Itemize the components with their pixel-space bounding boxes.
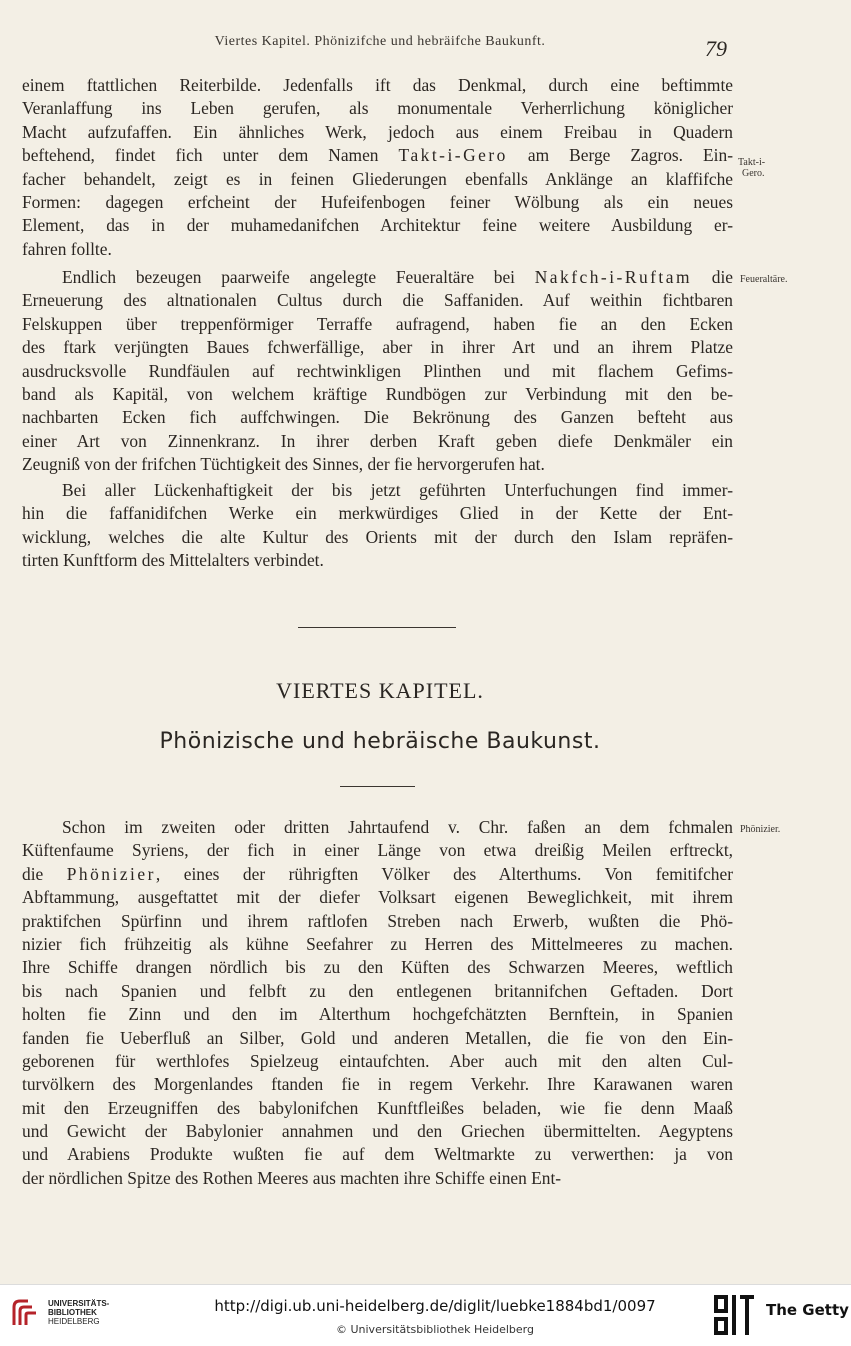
margin-note-feueraltaere: Feueraltäre. xyxy=(740,274,788,285)
text-line: Schon im zweiten oder dritten Jahrtaufend v. Chr. faßen an dem fchmalen xyxy=(62,817,733,837)
text-line: geborenen für werthlofes Spielzeug eintaufchten. Aber auch mit den alten Cul- xyxy=(22,1050,733,1071)
margin-note-takt-i-gero: Takt-i- Gero. xyxy=(738,157,766,179)
margin-note-phoenizier: Phönizier. xyxy=(740,824,781,835)
text-line: Formen: dagegen erfcheint der Hufeifenbogen feiner Wölbung als ein neues xyxy=(22,191,733,212)
getty-logo-icon xyxy=(712,1293,756,1337)
getty-partner-label: The Getty xyxy=(766,1301,849,1319)
text-line: hin die faffanidifchen Werke ein merkwürdiges Glied in der Kette der Ent- xyxy=(22,503,733,524)
text-line: Endlich bezeugen paarweife angelegte Feueraltäre bei Nakfch-i-Ruftam die xyxy=(62,267,733,287)
text-line: Macht aufzufaffen. Ein ähnliches Werk, jedoch aus einem Freibau in Quadern xyxy=(22,121,733,142)
text-line: fanden fie Ueberfluß an Silber, Gold und anderen Metallen, die fie von den Ein- xyxy=(22,1027,733,1048)
text-line: Veranlaffung ins Leben gerufen, als monumentale Verherrlichung königlicher xyxy=(22,98,733,119)
text-line: tirten Kunftform des Mittelalters verbindet. xyxy=(22,550,324,571)
emphasized-term: Nakfch-i-Ruftam xyxy=(534,267,693,287)
section-divider xyxy=(298,627,456,628)
text-line: fahren follte. xyxy=(22,238,112,259)
text-line: bis nach Spanien und felbft zu den entlegenen britannifchen Geftaden. Dort xyxy=(22,980,733,1001)
text-line: praktifchen Spürfinn und ihrem raftlofen Streben nach Erwerb, wußten die Phö- xyxy=(22,910,733,931)
running-head: Viertes Kapitel. Phönizifche und hebräifche Baukunft. xyxy=(214,34,546,49)
text-line: Abftammung, ausgeftattet mit der diefer Volksart eigenen Beweglichkeit, mit ihrem xyxy=(22,887,733,908)
page-number: 79 xyxy=(705,36,727,61)
paragraph-feueraltaere xyxy=(22,266,733,477)
emphasized-term: Phönizier xyxy=(66,863,156,884)
viewer-footer xyxy=(0,1284,851,1346)
text-line: und Gewicht der Babylonier annahmen und den Griechen übermittelten. Aegyptens xyxy=(22,1121,733,1142)
text-line: die Phönizier, eines der rührigften Völker des Alterthums. Von femitifcher xyxy=(22,863,733,884)
text-line: der nördlichen Spitze des Rothen Meeres aus machten ihre Schiffe einen Ent- xyxy=(22,1167,562,1188)
text-line: und Arabiens Produkte wußten fie auf dem Weltmarkte zu verwerthen: ja von xyxy=(22,1144,733,1165)
text-line: Ihre Schiffe drangen nördlich bis zu den Küften des Schwarzen Meeres, weftlich xyxy=(22,957,733,978)
paragraph-phoenizier xyxy=(22,816,733,1190)
text-line: Erneuerung des altnationalen Cultus durch die Saffaniden. Auf weithin fichtbaren xyxy=(22,290,733,311)
title-rule xyxy=(340,786,415,787)
paragraph-takt-i-gero xyxy=(22,74,733,261)
text-line: Felskuppen über treppenförmiger Terraffe aufragend, haben fie an den Ecken xyxy=(22,313,733,334)
copyright-notice: © Universitätsbibliothek Heidelberg xyxy=(335,1323,534,1336)
text-line: beftehend, findet fich unter dem Namen Takt-i-Gero am Berge Zagros. Ein- xyxy=(22,145,733,166)
text-line: einem ftattlichen Reiterbilde. Jedenfalls ift das Denkmal, durch eine beftimmte xyxy=(22,75,733,95)
permalink-link[interactable]: http://digi.ub.uni-heidelberg.de/diglit/luebke1884bd1/0097 xyxy=(214,1297,656,1315)
text-line: mit den Erzeugniffen des babylonifchen Kunftfleißes beladen, wie fie denn Maaß xyxy=(22,1097,733,1118)
paragraph-saffanidische-werke xyxy=(22,479,733,573)
text-line: nizier fich frühzeitig als kühne Seefahrer zu Herren des Mittelmeeres zu machen. xyxy=(22,933,733,954)
text-line: Element, das in der muhamedanifchen Architektur feine weitere Ausbildung er- xyxy=(22,215,733,236)
text-line: ausdrucksvolle Rundfäulen auf rechtwinkligen Plinthen und mit flachem Gefims- xyxy=(22,360,733,381)
text-line: Küftenfaume Syriens, der fich in einer Länge von etwa dreißig Meilen erftreckt, xyxy=(22,840,733,861)
library-name: UNIVERSITÄTS- BIBLIOTHEK HEIDELBERG xyxy=(48,1299,110,1326)
text-line: facher behandelt, zeigt es in feinen Gliederungen ebenfalls Anklänge an klaffifche xyxy=(22,168,733,189)
text-line: wicklung, welches die alte Kultur des Orients mit der durch den Islam repräfen- xyxy=(22,526,733,547)
text-line: Zeugniß von der frifchen Tüchtigkeit des Sinnes, der fie hervorgerufen hat. xyxy=(22,454,545,475)
emphasized-term: Takt-i-Gero xyxy=(398,145,508,166)
university-library-logo-icon xyxy=(8,1295,44,1331)
text-line: Bei aller Lückenhaftigkeit der bis jetzt geführten Unterfuchungen find immer- xyxy=(62,480,733,500)
text-line: holten fie Zinn und den im Alterthum hochgefchätzten Bernftein, in Spanien xyxy=(22,1004,733,1025)
text-line: einer Art von Zinnenkranz. In ihrer derben Kraft geben diefe Denkmäler ein xyxy=(22,430,733,451)
chapter-label: VIERTES KAPITEL. xyxy=(276,678,484,703)
text-line: band als Kapitäl, von welchem kräftige Rundbögen zur Verbindung mit den be- xyxy=(22,383,733,404)
text-line: turvölkern des Morgenlandes ftanden fie in regem Verkehr. Ihre Karawanen waren xyxy=(22,1074,733,1095)
text-line: des ftark verjüngten Baues fchwerfällige, aber in ihrer Art und an ihrem Platze xyxy=(22,337,733,358)
text-line: nachbarten Ecken fich auffchwingen. Die Bekrönung des Ganzen befteht aus xyxy=(22,407,733,428)
chapter-title: Phönizische und hebräische Baukunst. xyxy=(159,729,601,754)
